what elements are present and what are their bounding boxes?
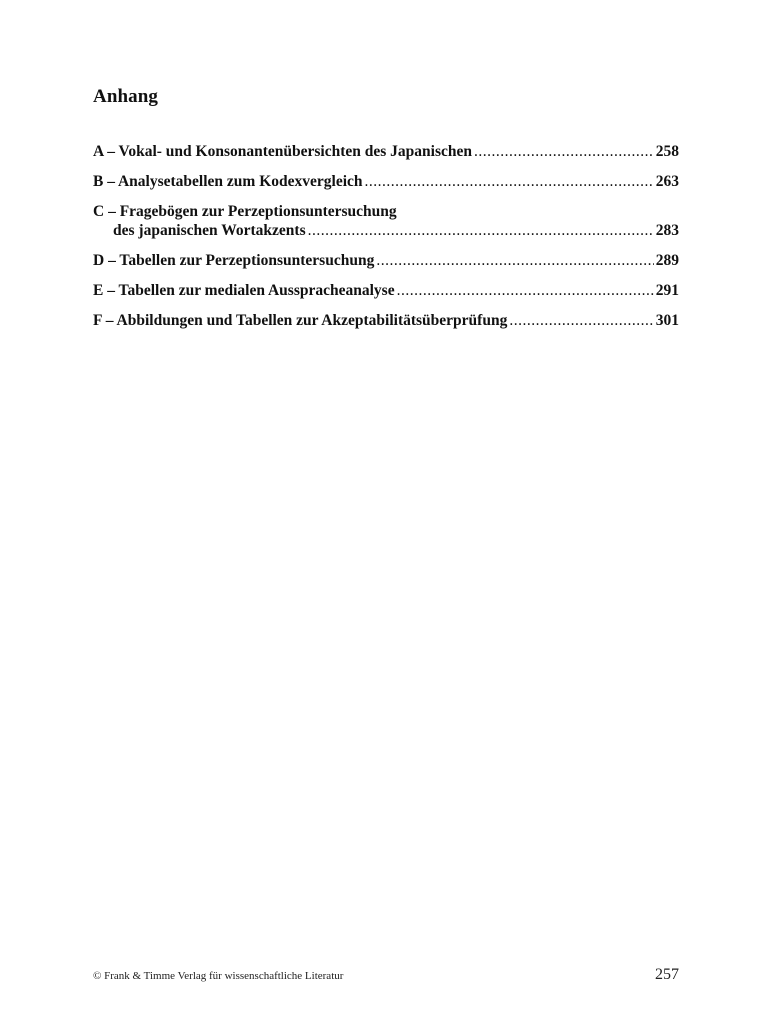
toc-page-number: 263 — [655, 173, 679, 190]
dot-leader — [308, 221, 654, 240]
toc-title: F – Abbildungen und Tabellen zur Akzeptabilitätsüberprüfung — [93, 312, 508, 329]
dot-leader — [365, 172, 654, 191]
toc-entry-e[interactable] — [93, 281, 679, 300]
page-footer — [93, 966, 679, 984]
toc-entry-c[interactable] — [93, 202, 679, 240]
toc-title-line-2: des japanischen Wortakzents — [113, 222, 306, 239]
toc-title: A – Vokal- und Konsonantenübersichten des Japanischen — [93, 143, 473, 160]
toc-page-number: 258 — [655, 143, 679, 160]
toc-page-number: 289 — [655, 252, 679, 269]
toc-title-line-1: C – Fragebögen zur Perzeptionsuntersuchung — [93, 203, 397, 220]
dot-leader — [474, 142, 654, 161]
page-number: 257 — [655, 966, 679, 983]
toc-title: B – Analysetabellen zum Kodexvergleich — [93, 173, 363, 190]
toc-title: E – Tabellen zur medialen Ausspracheanalyse — [93, 282, 395, 299]
toc-page-number: 291 — [655, 282, 679, 299]
toc-entry-f[interactable] — [93, 311, 679, 330]
publisher-footer: © Frank & Timme Verlag für wissenschaftliche Literatur — [93, 970, 344, 982]
dot-leader — [376, 251, 653, 270]
toc-title: D – Tabellen zur Perzeptionsuntersuchung — [93, 252, 375, 269]
toc-entry-b[interactable] — [93, 172, 679, 191]
toc-page-number: 301 — [655, 312, 679, 329]
toc-page-number: 283 — [655, 222, 679, 239]
toc-entry-a[interactable] — [93, 142, 679, 161]
dot-leader — [509, 311, 653, 330]
table-of-contents — [93, 142, 679, 341]
toc-entry-d[interactable] — [93, 251, 679, 270]
appendix-heading: Anhang — [93, 86, 159, 107]
dot-leader — [397, 281, 654, 300]
